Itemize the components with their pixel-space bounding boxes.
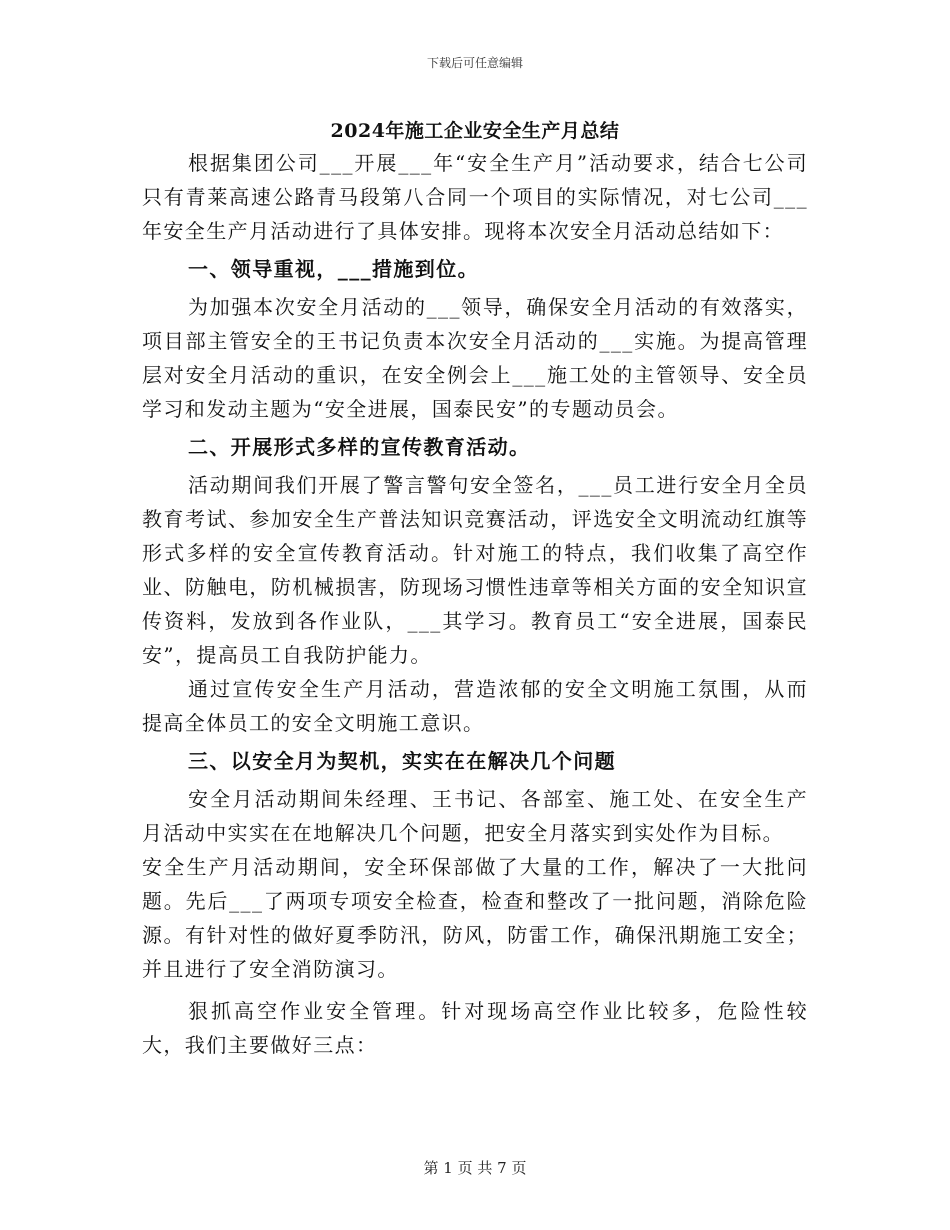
paragraph-awareness: 通过宣传安全生产月活动，营造浓郁的安全文明施工氛围，从而提高全体员工的安全文明施工意识。	[142, 677, 808, 735]
page-header-note: 下载后可任意编辑	[426, 56, 523, 70]
paragraph-high-altitude: 狠抓高空作业安全管理。针对现场高空作业比较多，危险性较大，我们主要做好三点：	[142, 999, 808, 1057]
paragraph-intro: 根据集团公司___开展___年“安全生产月”活动要求，结合七公司只有青莱高速公路青马段第八合同一个项目的实际情况，对七公司___年安全生产月活动进行了具体安排。现将本次安全月活动总结如下：	[142, 151, 808, 243]
paragraph-problems: 安全月活动期间朱经理、王书记、各部室、施工处、在安全生产月活动中实实在在地解决几个问题，把安全月落实到实处作为目标。	[142, 787, 808, 845]
section-heading-3: 三、以安全月为契机，实实在在解决几个问题	[188, 749, 616, 773]
document-title: 2024年施工企业安全生产月总结	[330, 120, 620, 142]
document-body	[142, 146, 808, 1062]
section-heading-2: 二、开展形式多样的宣传教育活动。	[188, 435, 531, 459]
paragraph-leadership: 为加强本次安全月活动的___领导，确保安全月活动的有效落实，项目部主管安全的王书记负责本次安全月活动的___实施。为提高管理层对安全月活动的重识，在安全例会上___施工处的主管领导、安全员学习和发动主题为“安全进展，国泰民安”的专题动员会。	[142, 295, 808, 421]
paragraph-education: 活动期间我们开展了警言警句安全签名，___员工进行安全月全员教育考试、参加安全生产普法知识竞赛活动，评选安全文明流动红旗等形式多样的安全宣传教育活动。针对施工的特点，我们收集了高空作业、防触电，防机械损害，防现场习惯性违章等相关方面的安全知识宣传资料，发放到各作业队，___其学习。教育员工“安全进展，国泰民安”，提高员工自我防护能力。	[142, 473, 808, 667]
page-number: 第 1 页 共 7 页	[423, 1159, 527, 1177]
paragraph-safety-dept: 安全生产月活动期间，安全环保部做了大量的工作，解决了一大批问题。先后___了两项专项安全检查，检查和整改了一批问题，消除危险源。有针对性的做好夏季防汛，防风，防雷工作，确保汛期施工安全；并且进行了安全消防演习。	[142, 855, 808, 981]
section-heading-1: 一、领导重视，___措施到位。	[188, 257, 479, 281]
